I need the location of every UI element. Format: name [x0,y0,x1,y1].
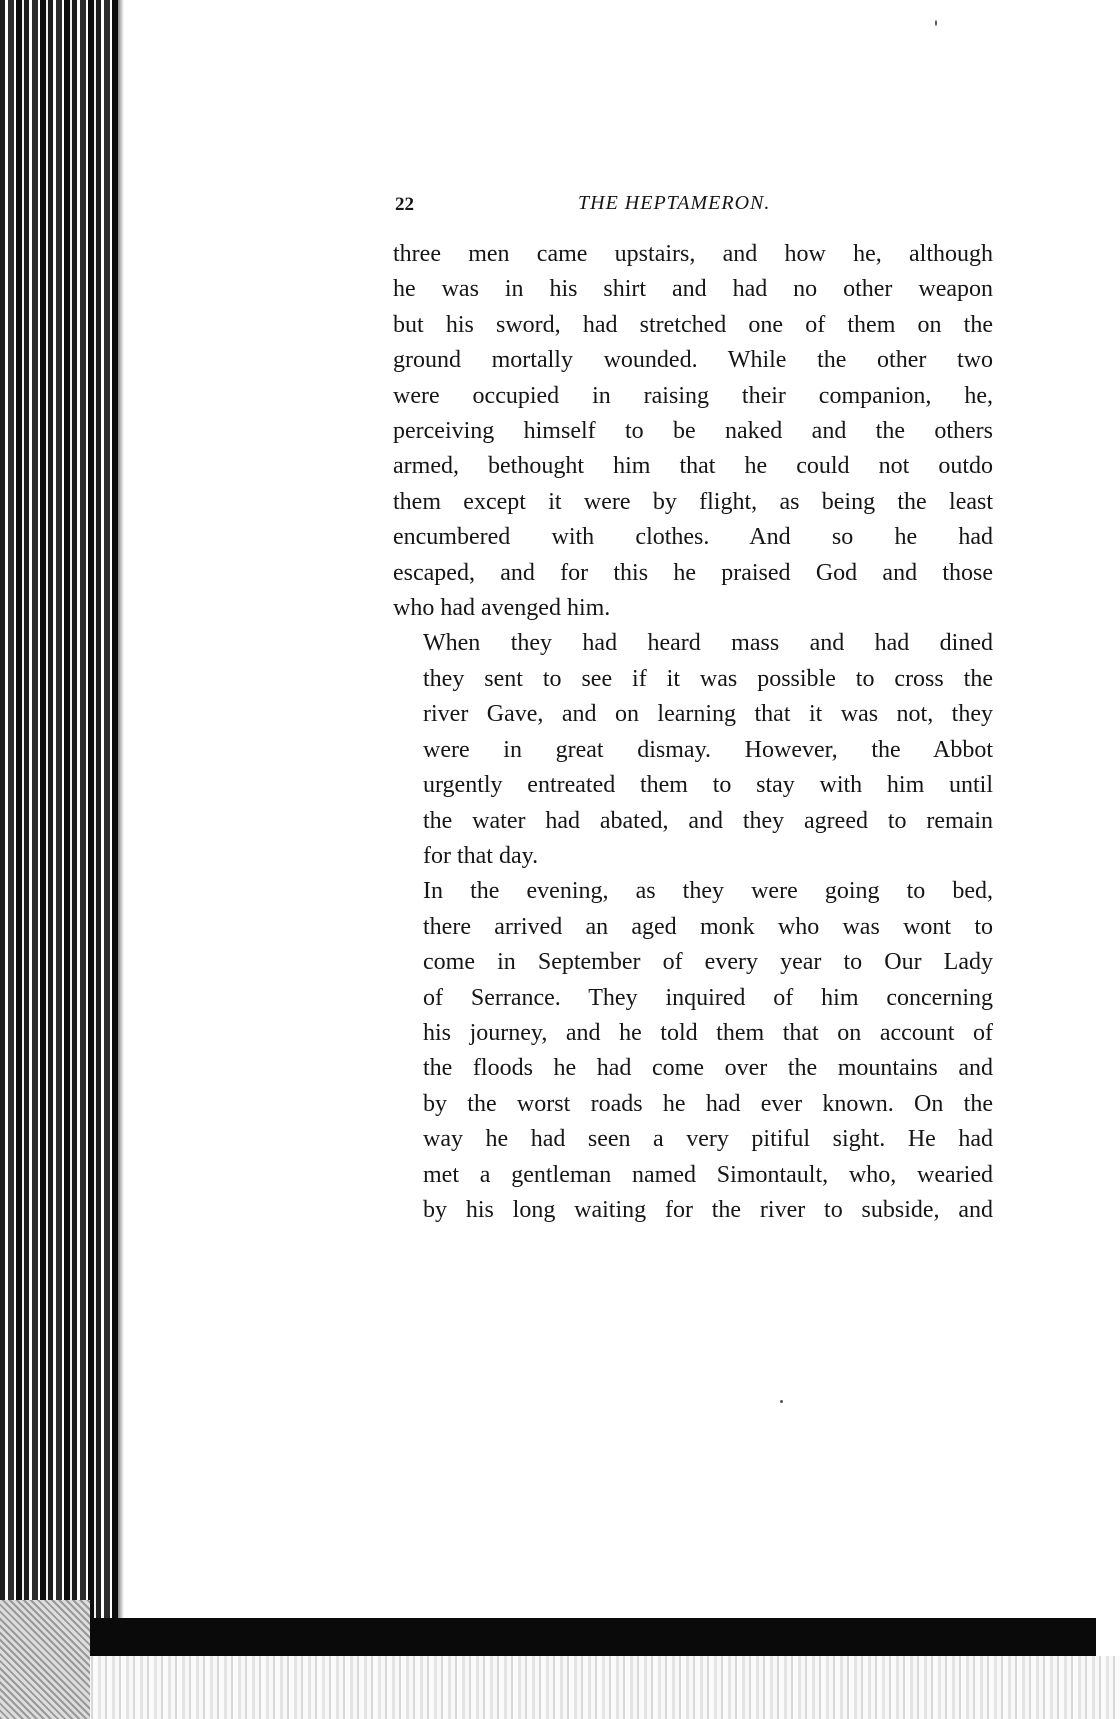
text-line: were in great dismay. However, the Abbot [423,736,993,763]
text-line: who had avenged him. [393,595,611,622]
text-line: river Gave, and on learning that it was not, they [423,701,993,728]
scan-bottom-band [0,1618,1096,1656]
gutter-fade [118,0,124,1640]
running-title: THE HEPTAMERON. [578,192,771,214]
text-line: perceiving himself to be naked and the others [393,418,993,445]
scan-corner-noise [0,1600,90,1719]
book-gutter-shadow [0,0,118,1640]
text-line: by his long waiting for the river to subside, and [423,1196,993,1223]
text-line: his journey, and he told them that on account of [423,1019,993,1046]
text-line: come in September of every year to Our Lady [423,949,993,976]
paragraph [393,874,993,1228]
text-line: the floods he had come over the mountains and [423,1055,993,1082]
text-line: three men came upstairs, and how he, although [393,241,993,267]
text-line: escaped, and for this he praised God and those [393,559,993,586]
scan-bottom-edge [0,1656,1120,1719]
text-line: but his sword, had stretched one of them on the [393,311,993,338]
running-head [393,190,993,224]
stray-mark [935,20,937,26]
text-line: encumbered with clothes. And so he had [393,524,993,551]
text-line: When they had heard mass and had dined [423,630,993,657]
text-line: for that day. [423,842,539,869]
text-line: them except it were by flight, as being the least [393,488,993,515]
text-line: urgently entreated them to stay with him until [423,772,993,799]
text-line: way he had seen a very pitiful sight. He had [423,1126,993,1153]
text-line: of Serrance. They inquired of him concerning [423,984,993,1011]
text-line: there arrived an aged monk who was wont to [423,913,993,940]
text-line: armed, bethought him that he could not outdo [393,453,993,480]
text-line: In the evening, as they were going to bed, [423,878,993,905]
stray-mark [780,1400,783,1403]
body-text [393,237,993,1228]
paragraph [393,237,993,626]
text-line: ground mortally wounded. While the other two [393,347,993,374]
book-page [393,190,993,1228]
text-line: met a gentleman named Simontault, who, wearied [423,1161,993,1188]
paragraph [393,626,993,874]
text-line: the water had abated, and they agreed to remain [423,807,993,834]
text-line: by the worst roads he had ever known. On the [423,1090,993,1117]
page-number: 22 [395,194,414,215]
text-line: were occupied in raising their companion, he, [393,382,993,409]
text-line: he was in his shirt and had no other weapon [393,276,993,303]
text-line: they sent to see if it was possible to cross the [423,665,993,692]
